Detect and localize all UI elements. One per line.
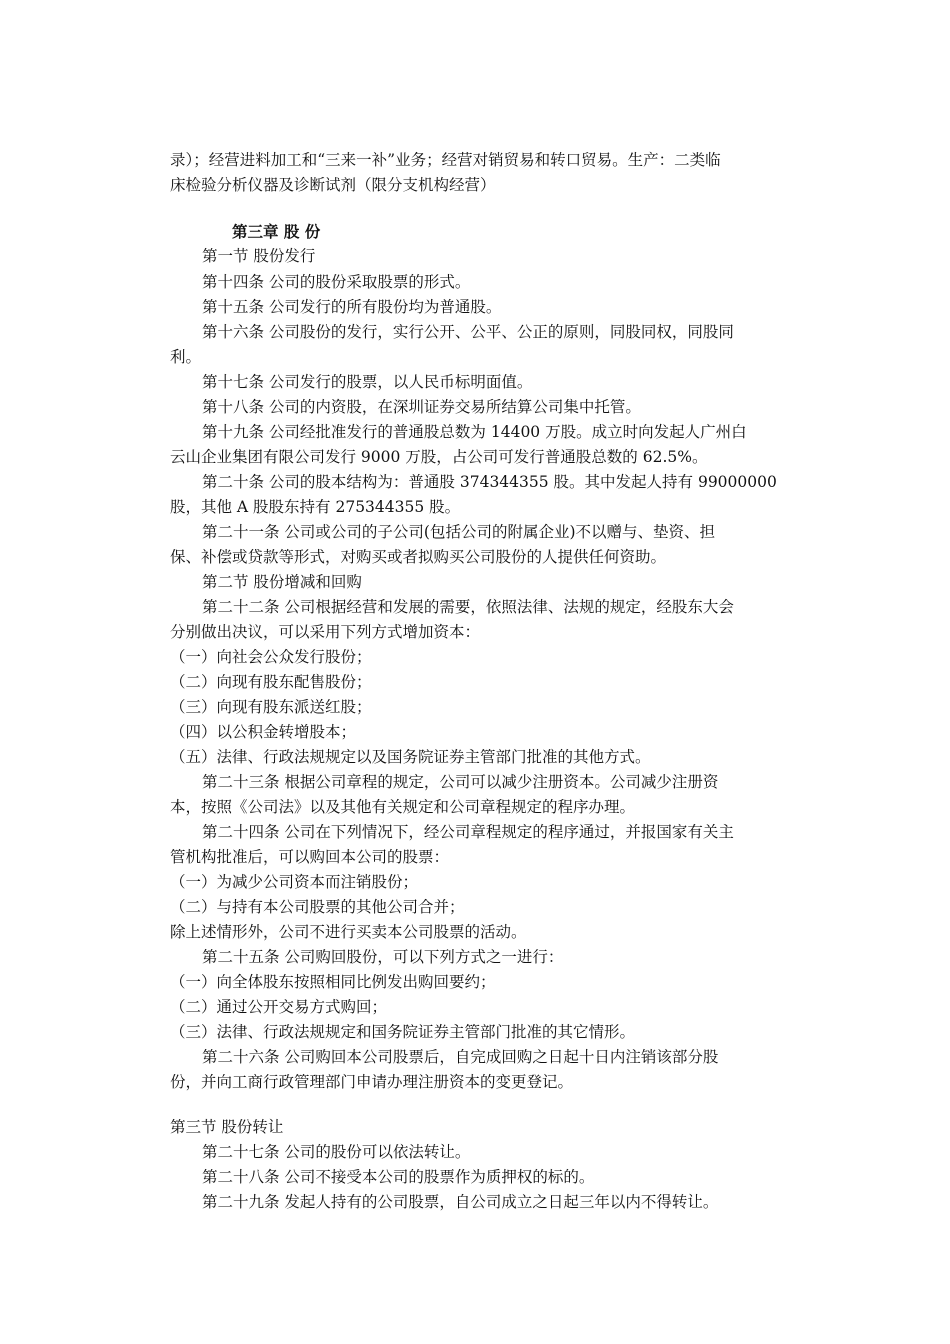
text-line: 分别做出决议，可以采用下列方式增加资本： — [170, 623, 481, 641]
article-line: 第十四条 公司的股份采取股票的形式。 — [202, 273, 471, 291]
article-line: 第十八条 公司的内资股，在深圳证券交易所结算公司集中托管。 — [202, 398, 641, 416]
text-line: 份，并向工商行政管理部门申请办理注册资本的变更登记。 — [170, 1073, 574, 1091]
article-line: 第二十二条 公司根据经营和发展的需要，依照法律、法规的规定，经股东大会 — [202, 598, 734, 616]
list-item: （一）向社会公众发行股份； — [170, 648, 372, 666]
list-item: （二）向现有股东配售股份； — [170, 673, 372, 691]
list-item: （三）法律、行政法规规定和国务院证券主管部门批准的其它情形。 — [170, 1023, 636, 1041]
list-item: （三）向现有股东派送红股； — [170, 698, 372, 716]
text-line: 管机构批准后，可以购回本公司的股票： — [170, 848, 450, 866]
article-line: 第十七条 公司发行的股票，以人民币标明面值。 — [202, 373, 533, 391]
text-line: 录）；经营进料加工和“三来一补”业务；经营对销贸易和转口贸易。生产：二类临 — [170, 151, 721, 169]
article-line: 第十六条 公司股份的发行，实行公开、公平、公正的原则，同股同权，同股同 — [202, 323, 734, 341]
text-line: 除上述情形外，公司不进行买卖本公司股票的活动。 — [170, 923, 527, 941]
article-line: 第二十八条 公司不接受本公司的股票作为质押权的标的。 — [202, 1168, 595, 1186]
list-item: （二）与持有本公司股票的其他公司合并； — [170, 898, 465, 916]
chapter-heading: 第三章 股 份 — [232, 222, 321, 241]
text-line: 云山企业集团有限公司发行 9000 万股，占公司可发行普通股总数的 62.5%。 — [170, 448, 708, 466]
section-heading: 第二节 股份增减和回购 — [202, 573, 362, 591]
article-line: 第二十一条 公司或公司的子公司(包括公司的附属企业)不以赠与、垫资、担 — [202, 523, 716, 541]
list-item: （二）通过公开交易方式购回； — [170, 998, 388, 1016]
text-line: 本，按照《公司法》以及其他有关规定和公司章程规定的程序办理。 — [170, 798, 636, 816]
article-line: 第二十九条 发起人持有的公司股票，自公司成立之日起三年以内不得转让。 — [202, 1193, 719, 1211]
list-item: （四）以公积金转增股本； — [170, 723, 357, 741]
list-item: （一）为减少公司资本而注销股份； — [170, 873, 419, 891]
section-heading: 第一节 股份发行 — [202, 247, 316, 265]
text-line: 股，其他 A 股股东持有 275344355 股。 — [170, 498, 461, 516]
section-heading: 第三节 股份转让 — [170, 1118, 284, 1136]
article-line: 第十九条 公司经批准发行的普通股总数为 14400 万股。成立时向发起人广州白 — [202, 423, 747, 441]
article-line: 第二十七条 公司的股份可以依法转让。 — [202, 1143, 471, 1161]
article-line: 第二十条 公司的股本结构为：普通股 374344355 股。其中发起人持有 99000000 — [202, 473, 777, 491]
article-line: 第二十四条 公司在下列情况下，经公司章程规定的程序通过，并报国家有关主 — [202, 823, 734, 841]
text-line: 保、补偿或贷款等形式，对购买或者拟购买公司股份的人提供任何资助。 — [170, 548, 667, 566]
article-line: 第二十五条 公司购回股份，可以下列方式之一进行： — [202, 948, 564, 966]
article-line: 第二十六条 公司购回本公司股票后，自完成回购之日起十日内注销该部分股 — [202, 1048, 719, 1066]
text-line: 利。 — [170, 348, 202, 366]
article-line: 第十五条 公司发行的所有股份均为普通股。 — [202, 298, 502, 316]
list-item: （一）向全体股东按照相同比例发出购回要约； — [170, 973, 496, 991]
list-item: （五）法律、行政法规规定以及国务院证券主管部门批准的其他方式。 — [170, 748, 651, 766]
article-line: 第二十三条 根据公司章程的规定，公司可以减少注册资本。公司减少注册资 — [202, 773, 719, 791]
text-line: 床检验分析仪器及诊断试剂（限分支机构经营） — [170, 176, 496, 194]
